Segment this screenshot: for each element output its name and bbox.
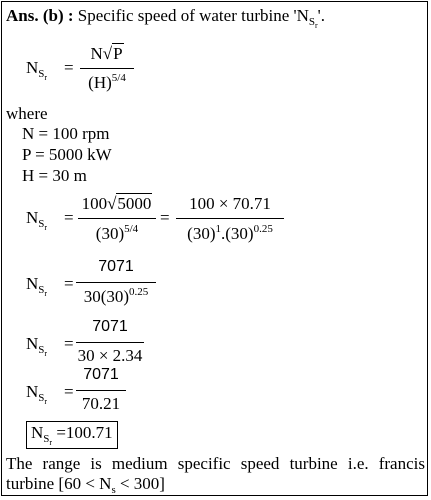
fraction-bar — [80, 68, 134, 69]
step2-lhs: $N_{S_r}$ — [26, 274, 48, 298]
heading-subsub: r — [314, 21, 318, 30]
heading-tail: '. — [317, 6, 325, 25]
formula-lhs: $N_{S_r}$ — [26, 58, 48, 82]
where-label: where — [6, 104, 48, 123]
heading-text: Specific speed of water turbine 'N — [77, 6, 309, 25]
step2-equals: = — [64, 274, 74, 293]
given-h: H = 30 m — [22, 166, 87, 185]
step4-numerator: 7071 — [83, 366, 119, 383]
given-p: P = 5000 kW — [22, 145, 112, 164]
step2-numerator: 7071 — [98, 258, 134, 275]
step3-denominator: 30 × 2.34 — [77, 346, 143, 365]
step3-lhs: $N_{S_r}$ — [26, 334, 48, 358]
step1-numerator-a: 100√5000 — [81, 194, 152, 213]
step4-lhs: $N_{S_r}$ — [26, 382, 48, 406]
step1-equals: = — [64, 208, 74, 227]
result-value: 100.71 — [65, 423, 113, 442]
conclusion-text: The range is medium specific speed turbine i.e. francis turbine $[60 < N_s < 300]$ — [6, 454, 425, 496]
step3-bar — [76, 342, 144, 343]
step2-denominator: $30(30)^{0.25}$ — [83, 286, 149, 306]
step2-bar — [76, 282, 156, 283]
step1-denominator-a: $(30)^{5/4}$ — [95, 223, 139, 243]
step1-denominator-b: $(30)^1.(30)^{0.25}$ — [187, 223, 273, 243]
step3-equals: = — [64, 334, 74, 353]
equals-sign: = — [64, 58, 74, 77]
result-box: $N_{S_r} =100.71$ — [26, 421, 118, 449]
given-n: N = 100 rpm — [22, 124, 110, 143]
formula-denominator: $(H)^{5/4}$ — [88, 72, 126, 92]
step1-bar-a — [78, 218, 156, 219]
step4-denominator: 70.21 — [81, 394, 121, 413]
step1-bar-b — [176, 218, 284, 219]
heading-sub: S — [308, 16, 315, 28]
step1-lhs: $N_{S_r}$ — [26, 208, 48, 232]
step1-numerator-b: 100 × 70.71 — [189, 194, 271, 213]
step3-numerator: 7071 — [92, 318, 128, 335]
step1-equals-2: = — [160, 208, 170, 227]
step4-bar — [76, 390, 126, 391]
formula-numerator: N√P — [90, 44, 123, 63]
answer-label: Ans. (b) : — [6, 6, 74, 25]
step4-equals: = — [64, 382, 74, 401]
answer-heading — [6, 6, 325, 30]
solution-card — [1, 1, 428, 496]
